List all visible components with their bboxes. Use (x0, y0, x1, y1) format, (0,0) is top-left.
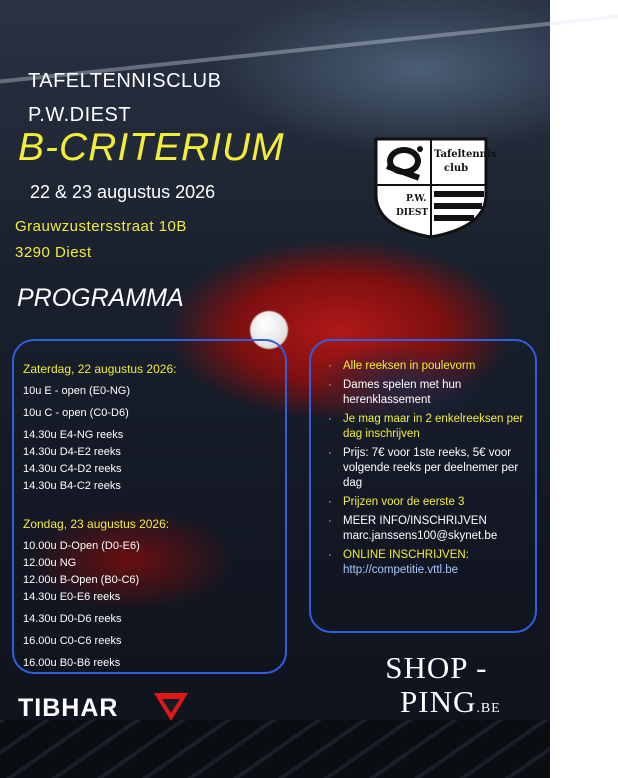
event-title: B-CRITERIUM (18, 126, 285, 169)
bullet-icon: · (328, 447, 332, 459)
registration-link[interactable]: http://competitie.vttl.be (343, 564, 459, 576)
shop-ping-logo (372, 650, 501, 720)
bullet-icon: · (328, 549, 332, 561)
note-item: · Alle reeksen in poulevorm (328, 360, 476, 372)
bullet-icon: · (328, 413, 332, 425)
schedule-row: 10u E - open (E0-NG) (23, 385, 130, 397)
saturday-heading: Zaterdag, 22 augustus 2026: (23, 362, 177, 376)
sunday-schedule (23, 517, 169, 678)
sunday-heading: Zondag, 23 augustus 2026: (23, 517, 170, 531)
club-name-line2: P.W.DIEST (28, 104, 132, 126)
bullet-icon: · (328, 360, 332, 372)
schedule-row: 14.30u C4-D2 reeks (23, 463, 122, 475)
shop-ping-line2: PING.BE (400, 684, 501, 719)
logo-text-2: club (444, 163, 469, 174)
address-city: 3290 Diest (15, 244, 92, 261)
logo-text-3: P.W. (406, 194, 427, 204)
club-logo (372, 135, 497, 239)
schedule-row: 14.30u D4-E2 reeks (23, 446, 121, 458)
bullet-icon: · (328, 379, 332, 391)
address-street: Grauwzustersstraat 10B (15, 218, 187, 235)
bullet-icon: · (328, 496, 332, 508)
schedule-row: 10u C - open (C0-D6) (23, 407, 129, 419)
schedule-row: 14.30u D0-D6 reeks (23, 613, 122, 625)
note-item: · MEER INFO/INSCHRIJVEN marc.janssens100@skynet.be (328, 514, 533, 544)
schedule-row: 14.30u E0-E6 reeks (23, 591, 121, 603)
note-item: · Dames spelen met hun herenklassement (328, 379, 462, 406)
note-item: · ONLINE INSCHRIJVEN: http://competitie.vttl.be (328, 548, 533, 578)
schedule-row: 12.00u B-Open (B0-C6) (23, 574, 140, 586)
contact-email[interactable]: marc.janssens100@skynet.be (343, 530, 498, 542)
bottom-decor-band (0, 720, 550, 778)
info-notes (328, 359, 533, 582)
schedule-row: 10.00u D-Open (D0-E6) (23, 540, 140, 552)
club-name-line1: TAFELTENNISCLUB (28, 70, 222, 92)
logo-text-1: Tafeltennis (434, 149, 497, 160)
note-item: · Prijs: 7€ voor 1ste reeks, 5€ voor volgende reeks per deelnemer per dag (328, 447, 519, 489)
bullet-icon: · (328, 515, 332, 527)
tibhar-logo-icon (152, 691, 190, 723)
note-item: · Je mag maar in 2 enkelreeksen per dag inschrijven (328, 413, 524, 440)
schedule-row: 14.30u B4-C2 reeks (23, 480, 121, 492)
schedule-row: 14.30u E4-NG reeks (23, 429, 124, 441)
tibhar-logo-text: TIBHAR (18, 694, 119, 722)
saturday-schedule (23, 362, 176, 501)
schedule-row: 12.00u NG (23, 557, 77, 569)
shop-ping-line1: SHOP - (385, 650, 488, 685)
note-item: · Prijzen voor de eerste 3 (328, 496, 465, 508)
programma-heading: PROGRAMMA (17, 284, 184, 312)
logo-text-4: DIEST (396, 208, 429, 218)
schedule-row: 16.00u B0-B6 reeks (23, 657, 121, 669)
schedule-row: 16.00u C0-C6 reeks (23, 635, 122, 647)
event-dates: 22 & 23 augustus 2026 (30, 182, 216, 202)
